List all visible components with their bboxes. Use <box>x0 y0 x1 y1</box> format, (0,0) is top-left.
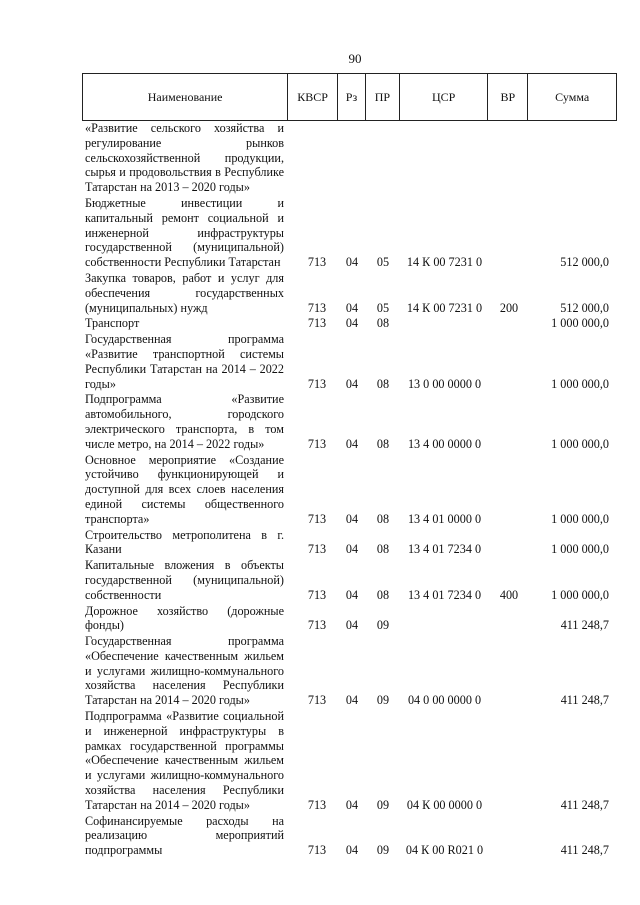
row-pr: 08 <box>376 376 390 391</box>
table-row <box>82 392 617 451</box>
row-rz: 04 <box>345 618 359 633</box>
row-kvsr: 713 <box>307 693 327 708</box>
row-rz: 04 <box>345 436 359 451</box>
row-name: «Развитие сельского хозяйства и регулирование рынков сельскохозяйственной продукции, сырья и продовольствия в Республике Татарстан на 2013 – 2020 годы» <box>85 121 284 195</box>
row-sum: 1 000 000,0 <box>551 316 609 331</box>
row-sum: 411 248,7 <box>560 693 609 708</box>
row-rz: 04 <box>345 797 359 812</box>
row-name: Бюджетные инвестиции и капитальный ремонт социальной и инженерной инфраструктуры государственной (муниципальной) собственности Республики Татарстан <box>85 195 284 270</box>
table-row <box>82 121 617 195</box>
row-csr: 04 0 00 0000 0 <box>407 693 482 708</box>
row-rz: 04 <box>345 376 359 391</box>
table-row <box>82 709 617 813</box>
row-kvsr: 713 <box>307 316 327 331</box>
row-kvsr: 713 <box>307 376 327 391</box>
row-sum: 1 000 000,0 <box>551 436 609 451</box>
table-row <box>82 332 617 391</box>
row-pr: 08 <box>376 542 390 557</box>
row-pr: 09 <box>376 843 390 858</box>
row-csr: 13 4 01 0000 0 <box>407 511 482 526</box>
row-name: Государственная программа «Развитие транспортной системы Республики Татарстан на 2014 – 2022 годы» <box>85 332 284 391</box>
page-number: 90 <box>348 51 362 66</box>
row-kvsr: 713 <box>307 618 327 633</box>
row-pr: 09 <box>376 618 390 633</box>
row-rz: 04 <box>345 843 359 858</box>
row-kvsr: 713 <box>307 436 327 451</box>
table-row <box>82 453 617 527</box>
row-vr: 200 <box>499 300 519 315</box>
row-pr: 08 <box>376 511 390 526</box>
row-csr: 14 К 00 7231 0 <box>406 255 483 270</box>
table-row <box>82 634 617 708</box>
row-csr: 13 4 01 7234 0 <box>407 542 482 557</box>
row-rz: 04 <box>345 255 359 270</box>
table-header <box>82 73 617 121</box>
row-kvsr: 713 <box>307 511 327 526</box>
row-pr: 08 <box>376 316 390 331</box>
row-sum: 411 248,7 <box>560 797 609 812</box>
row-rz: 04 <box>345 587 359 602</box>
row-csr: 13 4 01 7234 0 <box>407 587 482 602</box>
row-csr: 04 К 00 0000 0 <box>406 797 483 812</box>
row-name: Подпрограмма «Развитие автомобильного, городского электрического транспорта, в том числе метро, на 2014 – 2022 годы» <box>85 392 284 451</box>
row-name: Дорожное хозяйство (дорожные фонды) <box>85 603 284 633</box>
row-kvsr: 713 <box>307 843 327 858</box>
header-kvsr: КВСР <box>288 74 338 120</box>
row-sum: 411 248,7 <box>560 618 609 633</box>
row-sum: 1 000 000,0 <box>551 511 609 526</box>
row-csr: 13 4 00 0000 0 <box>407 436 482 451</box>
row-csr: 13 0 00 0000 0 <box>407 376 482 391</box>
row-name: Подпрограмма «Развитие социальной и инженерной инфраструктуры в рамках государственной программы «Обеспечение качественным жильем и услугами жилищно-коммунального хозяйства населения Республики Татарстан на 2014 – 2020 годы» <box>85 709 284 812</box>
row-sum: 1 000 000,0 <box>551 376 609 391</box>
table-row <box>82 196 617 270</box>
header-name: Наименование <box>83 74 288 120</box>
row-rz: 04 <box>345 300 359 315</box>
header-sum: Сумма <box>555 89 590 104</box>
row-pr: 05 <box>376 255 390 270</box>
row-sum: 512 000,0 <box>560 300 609 315</box>
row-name: Государственная программа «Обеспечение качественным жильем и услугами жилищно-коммунального хозяйства населения Республики Татарстан на 2014 – 2020 годы» <box>85 634 284 708</box>
row-pr: 08 <box>376 436 390 451</box>
header-rz: Рз <box>338 74 366 120</box>
table-row <box>82 316 617 331</box>
row-csr: 04 К 00 R021 0 <box>405 843 484 858</box>
table-row <box>82 528 617 558</box>
table-row <box>82 558 617 602</box>
header-pr: ПР <box>366 74 400 120</box>
row-sum: 1 000 000,0 <box>551 542 609 557</box>
table-row <box>82 814 617 858</box>
row-name: Капитальные вложения в объекты государственной (муниципальной) собственности <box>85 558 284 602</box>
row-vr: 400 <box>499 587 519 602</box>
row-rz: 04 <box>345 542 359 557</box>
header-csr: ЦСР <box>400 74 489 120</box>
header-vr: ВР <box>488 74 528 120</box>
row-name: Закупка товаров, работ и услуг для обеспечения государственных (муниципальных) нужд <box>85 270 284 315</box>
row-name: Софинансируемые расходы на реализацию мероприятий подпрограммы <box>85 813 284 858</box>
row-pr: 09 <box>376 797 390 812</box>
row-sum: 411 248,7 <box>560 843 609 858</box>
row-rz: 04 <box>345 693 359 708</box>
row-kvsr: 713 <box>307 255 327 270</box>
row-sum: 512 000,0 <box>560 255 609 270</box>
row-name: Основное мероприятие «Создание устойчиво функционирующей и доступной для всех слоев населения единой системы общественного транспорта» <box>85 452 284 526</box>
row-rz: 04 <box>345 316 359 331</box>
table-row <box>82 271 617 315</box>
row-pr: 08 <box>376 587 390 602</box>
row-sum: 1 000 000,0 <box>551 587 609 602</box>
row-name: Транспорт <box>85 316 140 331</box>
row-name: Строительство метрополитена в г. Казани <box>85 527 284 557</box>
row-csr: 14 К 00 7231 0 <box>406 300 483 315</box>
row-kvsr: 713 <box>307 587 327 602</box>
row-kvsr: 713 <box>307 542 327 557</box>
row-kvsr: 713 <box>307 797 327 812</box>
table-body <box>82 121 617 859</box>
row-pr: 05 <box>376 300 390 315</box>
row-pr: 09 <box>376 693 390 708</box>
table-row <box>82 604 617 634</box>
row-rz: 04 <box>345 511 359 526</box>
row-kvsr: 713 <box>307 300 327 315</box>
